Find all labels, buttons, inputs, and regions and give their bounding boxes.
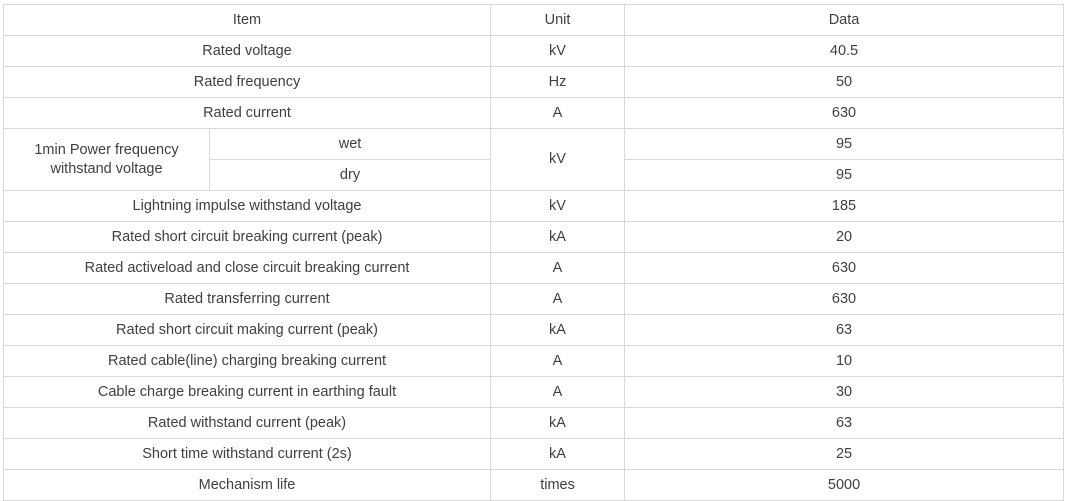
column-header-unit: Unit	[491, 5, 625, 36]
row-subitem-label-wet: wet	[210, 129, 491, 160]
row-item-label: Short time withstand current (2s)	[4, 439, 491, 470]
row-data-value: 10	[625, 346, 1064, 377]
row-data-value: 63	[625, 408, 1064, 439]
row-data-value: 5000	[625, 470, 1064, 501]
row-unit-value: kV	[491, 36, 625, 67]
row-data-value: 25	[625, 439, 1064, 470]
table-row	[4, 191, 1064, 222]
row-item-label-withstand-voltage	[4, 129, 210, 191]
row-item-label: Rated short circuit breaking current (peak)	[4, 222, 491, 253]
table-row	[4, 377, 1064, 408]
row-unit-value: A	[491, 253, 625, 284]
table-row	[4, 470, 1064, 501]
row-item-label-line2: withstand voltage	[50, 160, 163, 177]
row-data-value: 630	[625, 284, 1064, 315]
row-item-label: Rated cable(line) charging breaking current	[4, 346, 491, 377]
table-row	[4, 439, 1064, 470]
row-item-label-line1: 1min Power frequency	[34, 142, 179, 159]
row-unit-value: A	[491, 346, 625, 377]
row-unit-value: times	[491, 470, 625, 501]
row-item-label: Cable charge breaking current in earthing fault	[4, 377, 491, 408]
column-header-data: Data	[625, 5, 1064, 36]
row-item-label: Rated transferring current	[4, 284, 491, 315]
row-unit-value: kA	[491, 315, 625, 346]
row-unit-value: kV	[491, 129, 625, 191]
row-data-value: 50	[625, 67, 1064, 98]
row-item-label: Rated frequency	[4, 67, 491, 98]
row-data-value: 63	[625, 315, 1064, 346]
row-data-value: 185	[625, 191, 1064, 222]
row-item-label: Rated activeload and close circuit breaking current	[4, 253, 491, 284]
table-row	[4, 253, 1064, 284]
row-unit-value: kA	[491, 222, 625, 253]
row-data-value: 20	[625, 222, 1064, 253]
table-row	[4, 67, 1064, 98]
row-unit-value: Hz	[491, 67, 625, 98]
row-item-label: Rated short circuit making current (peak)	[4, 315, 491, 346]
row-item-label: Rated current	[4, 98, 491, 129]
table-row	[4, 98, 1064, 129]
row-unit-value: A	[491, 377, 625, 408]
row-data-value: 40.5	[625, 36, 1064, 67]
row-item-label: Rated voltage	[4, 36, 491, 67]
specifications-table	[3, 4, 1064, 501]
row-item-label: Lightning impulse withstand voltage	[4, 191, 491, 222]
table-row	[4, 346, 1064, 377]
row-data-value: 30	[625, 377, 1064, 408]
row-data-value-wet: 95	[625, 129, 1064, 160]
table-row	[4, 284, 1064, 315]
row-data-value: 630	[625, 98, 1064, 129]
row-unit-value: A	[491, 284, 625, 315]
row-data-value-dry: 95	[625, 160, 1064, 191]
table-header-row	[4, 5, 1064, 36]
table-row	[4, 222, 1064, 253]
row-subitem-label-dry: dry	[210, 160, 491, 191]
table-row	[4, 315, 1064, 346]
table-row	[4, 408, 1064, 439]
row-item-label: Rated withstand current (peak)	[4, 408, 491, 439]
column-header-item: Item	[4, 5, 491, 36]
table-row-withstand-wet	[4, 129, 1064, 160]
row-unit-value: A	[491, 98, 625, 129]
row-item-label: Mechanism life	[4, 470, 491, 501]
table-row	[4, 36, 1064, 67]
row-unit-value: kA	[491, 408, 625, 439]
row-unit-value: kV	[491, 191, 625, 222]
row-unit-value: kA	[491, 439, 625, 470]
row-data-value: 630	[625, 253, 1064, 284]
